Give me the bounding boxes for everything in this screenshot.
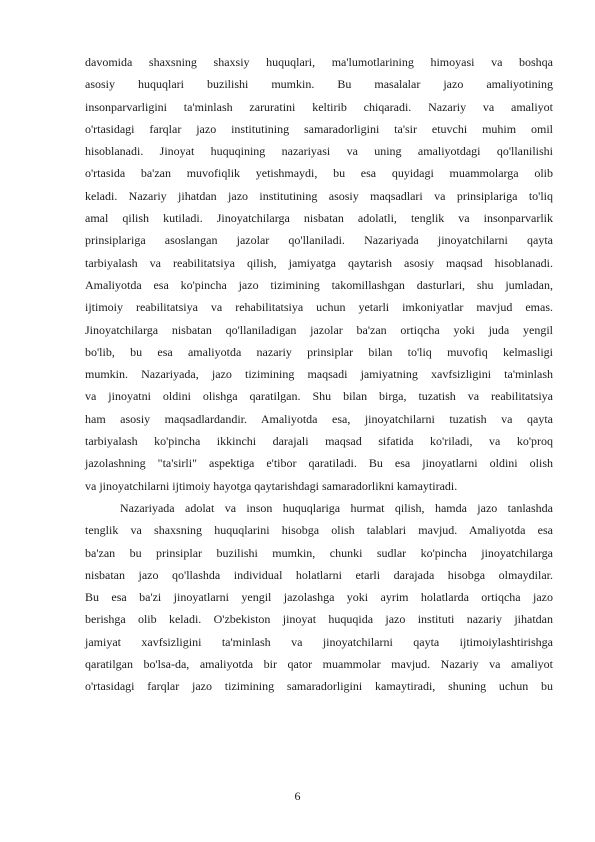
text-line: asosiy huquqlari buzilishi mumkin. Bu masalalar jazo amaliyotining	[85, 77, 553, 92]
text-line: nisbatan jazo qo'llashda individual holatlarni etarli darajada hisobga olmaydilar.	[85, 567, 553, 582]
text-line: ba'zan bu prinsiplar buzilishi mumkin, chunki sudlar ko'pincha jinoyatchilarga	[85, 545, 553, 560]
text-line: jamiyat xavfsizligini ta'minlash va jinoyatchilarni qayta ijtimoiylashtirishga	[85, 634, 553, 649]
text-line: tarbiyalash ko'pincha ikkinchi darajali maqsad sifatida ko'riladi, va ko'proq	[85, 434, 553, 449]
text-line: o'rtasidagi farqlar jazo institutining samaradorligini ta'sir etuvchi muhim omil	[85, 121, 553, 136]
text-line: va jinoyatni oldini olishga qaratilgan. Shu bilan birga, tuzatish va reabilitatsiya	[85, 389, 553, 404]
paragraph	[85, 497, 553, 698]
text-line: tenglik va shaxsning huquqlarini hisobga olish talablari mavjud. Amaliyotda esa	[85, 523, 553, 538]
text-line: o'rtasida ba'zan muvofiqlik yetishmaydi, bu esa quyidagi muammolarga olib	[85, 166, 553, 181]
text-line: Amaliyotda esa ko'pincha jazo tizimining takomillashgan dasturlari, shu jumladan,	[85, 277, 553, 292]
text-line: berishga olib keladi. O'zbekiston jinoyat huquqida jazo instituti nazariy jihatdan	[85, 612, 553, 627]
text-line: hisoblanadi. Jinoyat huquqining nazariyasi va uning amaliyotdagi qo'llanilishi	[85, 144, 553, 159]
body-text	[85, 51, 553, 698]
text-line: Bu esa ba'zi jinoyatlarni yengil jazolashga yoki ayrim holatlarda ortiqcha jazo	[85, 590, 553, 605]
text-line: keladi. Nazariy jihatdan jazo institutining asosiy maqsadlari va prinsiplariga to'liq	[85, 188, 553, 203]
text-line: davomida shaxsning shaxsiy huquqlari, ma'lumotlarining himoyasi va boshqa	[85, 55, 553, 69]
text-line: mumkin. Nazariyada, jazo tizimining maqsadi jamiyatning xavfsizligini ta'minlash	[85, 367, 553, 382]
text-line: tarbiyalash va reabilitatsiya qilish, jamiyatga qaytarish asosiy maqsad hisoblanadi.	[85, 255, 553, 270]
text-line: prinsiplariga asoslangan jazolar qo'llaniladi. Nazariyada jinoyatchilarni qayta	[85, 233, 553, 248]
text-line: Jinoyatchilarga nisbatan qo'llaniladigan jazolar ba'zan ortiqcha yoki juda yengil	[85, 322, 553, 337]
page-number: 6	[294, 789, 301, 803]
text-line: o'rtasidagi farqlar jazo tizimining samaradorligini kamaytiradi, shuning uchun bu	[85, 679, 553, 694]
text-line: qaratilgan bo'lsa-da, amaliyotda bir qator muammolar mavjud. Nazariy va amaliyot	[85, 657, 553, 672]
text-line: amal qilish kutiladi. Jinoyatchilarga nisbatan adolatli, tenglik va insonparvarlik	[85, 211, 553, 226]
text-line: ijtimoiy reabilitatsiya va rehabilitatsiya uchun yetarli imkoniyatlar mavjud emas.	[85, 300, 553, 315]
text-line: jazolashning "ta'sirli" aspektiga e'tibor qaratiladi. Bu esa jinoyatlarni oldini olish	[85, 456, 553, 471]
text-line: ham asosiy maqsadlardandir. Amaliyotda esa, jinoyatchilarni tuzatish va qayta	[85, 411, 553, 426]
text-line: bo'lib, bu esa amaliyotda nazariy prinsiplar bilan to'liq muvofiq kelmasligi	[85, 344, 553, 359]
text-line: va jinoyatchilarni ijtimoiy hayotga qaytarishdagi samaradorlikni kamaytiradi.	[85, 478, 458, 493]
paragraph	[85, 51, 553, 497]
text-line: insonparvarligini ta'minlash zaruratini keltirib chiqaradi. Nazariy va amaliyot	[85, 99, 553, 114]
text-line: Nazariyada adolat va inson huquqlariga hurmat qilish, hamda jazo tanlashda	[120, 500, 553, 515]
